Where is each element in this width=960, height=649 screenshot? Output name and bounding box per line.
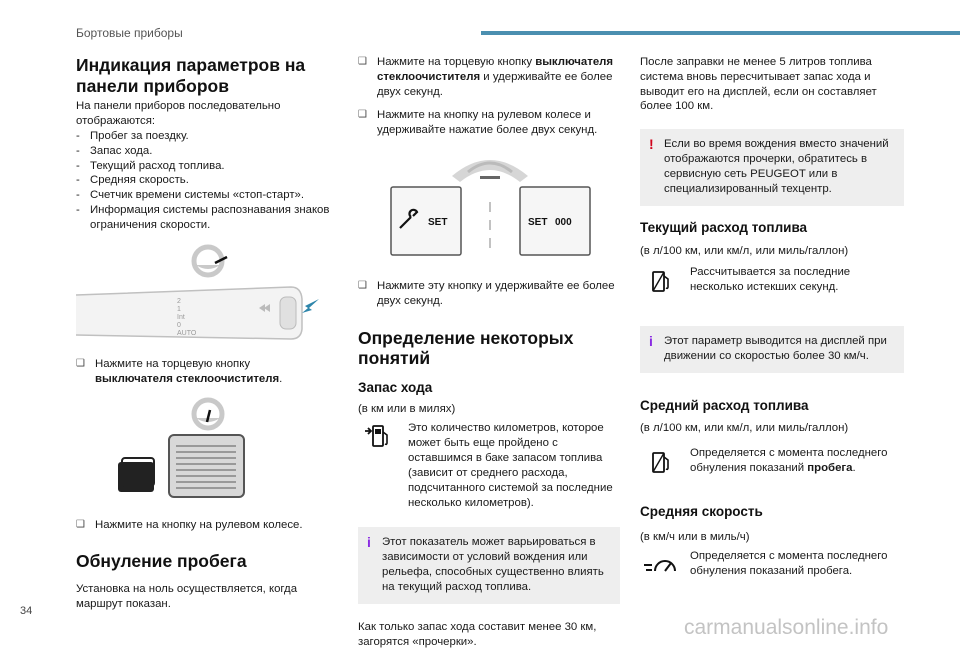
intro-text: На панели приборов последовательно отображаются: bbox=[76, 100, 281, 128]
speed-description bbox=[640, 549, 904, 585]
list-item: - Счетчик времени системы «стоп-старт». bbox=[76, 188, 331, 203]
instruction-wiper-hold: ❑ Нажмите на торцевую кнопку выключателя стеклоочистителя и удерживайте ее более двух секунд. bbox=[358, 56, 614, 98]
list-item: - Текущий расход топлива. bbox=[76, 159, 331, 174]
set-value: 000 bbox=[555, 217, 572, 229]
display-items-list bbox=[76, 129, 331, 233]
wiper-stalk-icon bbox=[76, 241, 331, 349]
current-info-note bbox=[640, 326, 904, 373]
info-icon: i bbox=[367, 534, 371, 551]
stalk-label-1: 1 bbox=[177, 305, 181, 313]
range-note-text: Этот показатель может варьироваться в зависимости от условий вождения или рельефа, способных существенно влиять на текущий расход топлива. bbox=[382, 536, 604, 593]
subtitle-average-speed: Средняя скорость bbox=[640, 504, 763, 520]
stalk-label-auto: AUTO bbox=[177, 329, 197, 337]
column-1 bbox=[76, 55, 331, 612]
range-low-text: Как только запас хода составит менее 30 км, загорятся «прочерки». bbox=[358, 620, 597, 648]
range-text: Это количество километров, которое может быть еще пройдено с оставшимся в баке запасом топлива (зависит от среднего расхода, подсчитанного системой за последние несколько километров). bbox=[408, 422, 613, 509]
reset-text: Установка на ноль осуществляется, когда маршрут показан. bbox=[76, 582, 298, 610]
section-title-reset: Обнуление пробега bbox=[76, 551, 247, 572]
section-title-display: Индикация параметров на панели приборов bbox=[76, 55, 306, 96]
subtitle-range: Запас хода bbox=[358, 380, 433, 396]
range-description bbox=[358, 421, 620, 510]
refuel-text: После заправки не менее 5 литров топлива система вновь пересчитывает запас хода и выводит его на дисплей, если он составляет более 100 км. bbox=[640, 56, 877, 113]
range-units: (в км или в милях) bbox=[358, 402, 456, 415]
header-title: Бортовые приборы bbox=[76, 26, 183, 40]
current-units: (в л/100 км, или км/л, или миль/галлон) bbox=[640, 245, 849, 258]
blue-arrow-icon bbox=[302, 299, 319, 313]
column-3 bbox=[640, 55, 904, 585]
warning-icon: ! bbox=[649, 136, 654, 153]
speed-text: Определяется с момента последнего обнуления показаний пробега. bbox=[690, 550, 888, 578]
wiper-stalk-illustration bbox=[76, 241, 331, 349]
instruction-button-hold: ❑ Нажмите эту кнопку и удерживайте ее более двух секунд. bbox=[358, 280, 615, 307]
list-item: - Запас хода. bbox=[76, 144, 331, 159]
stalk-label-2: 2 bbox=[177, 297, 181, 305]
instrument-display-icon bbox=[358, 146, 620, 273]
speed-units: (в км/ч или в миль/ч) bbox=[640, 530, 750, 543]
range-info-note bbox=[358, 527, 620, 603]
subtitle-average-consumption: Средний расход топлива bbox=[640, 397, 809, 413]
set-label-left: SET bbox=[428, 217, 448, 229]
stalk-label-0: 0 bbox=[177, 321, 181, 329]
current-description bbox=[640, 265, 904, 301]
stalk-label-int: Int bbox=[177, 313, 185, 321]
fuel-pump-range-icon bbox=[358, 421, 398, 457]
set-display-illustration bbox=[358, 146, 620, 273]
steering-wheel-button-icon bbox=[76, 394, 331, 502]
fuel-pump-icon bbox=[640, 265, 680, 301]
warning-note-text: Если во время вождения вместо значений отображаются прочерки, обратитесь в сервисную сеть PEUGEOT или в специализированный техцентр. bbox=[664, 138, 889, 195]
current-text: Рассчитывается за последние несколько истекших секунд. bbox=[690, 266, 851, 293]
current-note-text: Этот параметр выводится на дисплей при движении со скоростью более 30 км/ч. bbox=[664, 335, 887, 362]
instruction-wiper-press: ❑ Нажмите на торцевую кнопку выключателя стеклоочистителя. bbox=[76, 357, 283, 385]
subtitle-current-consumption: Текущий расход топлива bbox=[640, 219, 808, 235]
average-description bbox=[640, 446, 904, 482]
list-item: - Средняя скорость. bbox=[76, 173, 331, 188]
set-label-right: SET bbox=[528, 217, 548, 229]
speedometer-icon bbox=[640, 549, 680, 585]
list-item: - Информация системы распознавания знаков ограничения скорости. bbox=[76, 203, 331, 233]
list-item: - Пробег за поездку. bbox=[76, 129, 331, 144]
header-accent-bar bbox=[481, 31, 960, 35]
info-icon: i bbox=[649, 333, 653, 349]
steering-button-illustration bbox=[76, 394, 331, 502]
page-number: 34 bbox=[20, 605, 33, 617]
watermark: carmanualsonline.info bbox=[684, 616, 889, 639]
average-text: Определяется с момента последнего обнуления показаний пробега. bbox=[690, 447, 888, 474]
instruction-wheel-button: ❑ Нажмите на кнопку на рулевом колесе. bbox=[76, 519, 303, 532]
instruction-wheel-hold: ❑ Нажмите на кнопку на рулевом колесе и удерживайте нажатие более двух секунд. bbox=[358, 109, 598, 137]
average-units: (в л/100 км, или км/л, или миль/галлон) bbox=[640, 422, 849, 435]
warning-note bbox=[640, 129, 904, 205]
section-title-definitions: Определение некоторых понятий bbox=[358, 327, 574, 369]
fuel-pump-icon bbox=[640, 446, 680, 482]
column-2 bbox=[358, 55, 620, 649]
